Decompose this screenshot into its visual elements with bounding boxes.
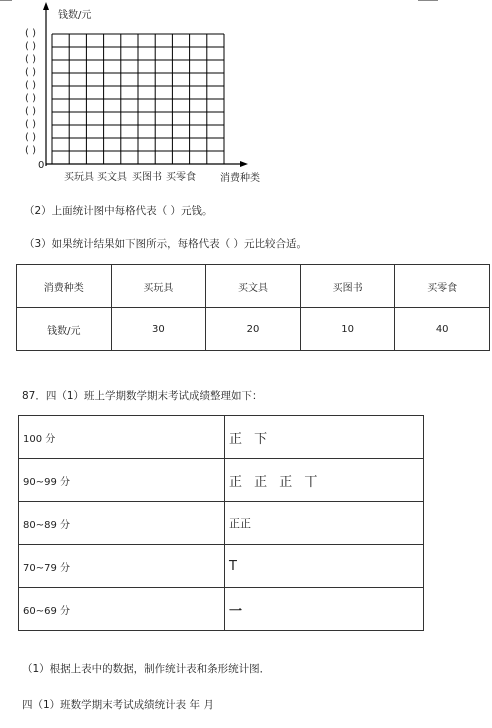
x-category-1: 买文具 [97, 172, 127, 183]
score-range-cell: 90~99 分 [19, 459, 225, 502]
table-header-cell: 消费种类 [17, 265, 112, 308]
table-cell: 20 [206, 308, 301, 351]
score-tally-table [18, 415, 424, 631]
table-cell: 10 [300, 308, 395, 351]
y-axis-arrow [43, 2, 49, 10]
bar-chart-grid [0, 0, 492, 190]
x-category-2: 买图书 [132, 172, 162, 183]
table-row [19, 459, 424, 502]
spending-table [16, 264, 490, 351]
y-tick-placeholder: ( ) [25, 106, 36, 117]
y-tick-placeholder: ( ) [25, 54, 36, 65]
table-cell: 钱数/元 [17, 308, 112, 351]
table-header-cell: 买文具 [206, 265, 301, 308]
x-axis-arrow [240, 161, 248, 167]
tally-cell: 正正 [225, 502, 424, 545]
problem-87-title: 87．四（1）班上学期数学期末考试成绩整理如下： [22, 390, 263, 402]
y-tick-placeholder: ( ) [25, 80, 36, 91]
score-range-cell: 70~79 分 [19, 545, 225, 588]
table-header-cell: 买零食 [395, 265, 490, 308]
x-category-3: 买零食 [166, 172, 196, 183]
problem-87-sub1: （1）根据上表中的数据，制作统计表和条形统计图． [22, 663, 271, 675]
y-axis-label: 钱数/元 [58, 10, 92, 21]
y-tick-placeholder: ( ) [25, 145, 36, 156]
x-axis-label: 消费种类 [220, 173, 260, 184]
tally-cell: 正 正 正 丅 [225, 459, 424, 502]
table-row [17, 265, 490, 308]
table-row [19, 416, 424, 459]
score-range-cell: 80~89 分 [19, 502, 225, 545]
question-3: （3）如果统计结果如下图所示，每格代表（ ）元比较合适。 [24, 238, 308, 250]
table-row [19, 502, 424, 545]
question-2: （2）上面统计图中每格代表（ ）元钱。 [24, 205, 213, 217]
stats-table-title: 四（1）班数学期末考试成绩统计表 年 月 [22, 699, 214, 711]
origin-label: 0 [38, 160, 45, 171]
table-row [19, 545, 424, 588]
tally-cell: 一 [225, 588, 424, 631]
y-tick-placeholder: ( ) [25, 93, 36, 104]
score-range-cell: 60~69 分 [19, 588, 225, 631]
y-tick-placeholder: ( ) [25, 28, 36, 39]
y-tick-placeholder: ( ) [25, 41, 36, 52]
score-range-cell: 100 分 [19, 416, 225, 459]
table-cell: 40 [395, 308, 490, 351]
table-cell: 30 [111, 308, 206, 351]
y-tick-placeholder: ( ) [25, 119, 36, 130]
table-row [17, 308, 490, 351]
table-header-cell: 买玩具 [111, 265, 206, 308]
y-tick-placeholder: ( ) [25, 67, 36, 78]
table-row [19, 588, 424, 631]
tally-cell: 正 下 [225, 416, 424, 459]
x-category-0: 买玩具 [64, 172, 94, 183]
table-header-cell: 买图书 [300, 265, 395, 308]
y-tick-placeholder: ( ) [25, 132, 36, 143]
tally-cell: T [225, 545, 424, 588]
